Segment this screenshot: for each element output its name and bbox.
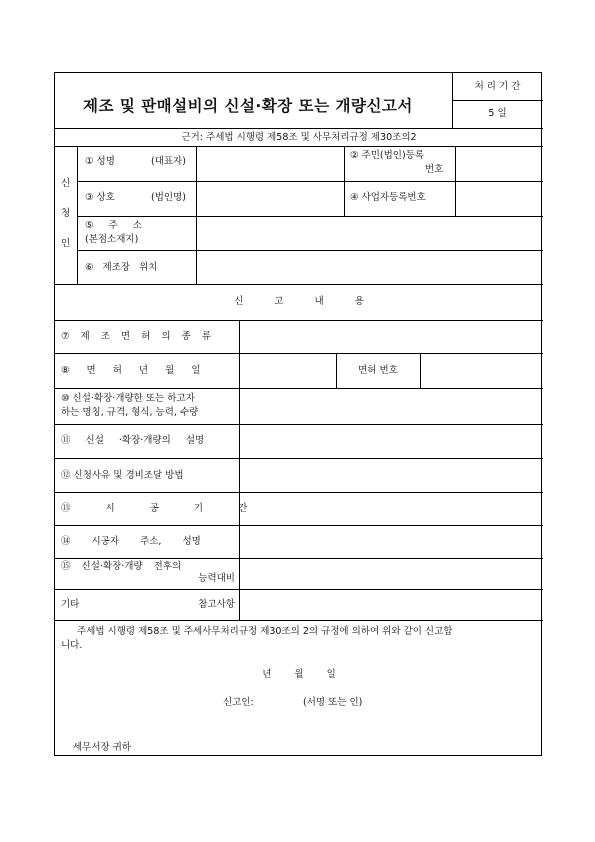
license-number-field[interactable] — [420, 353, 543, 388]
license-type-field[interactable] — [239, 320, 543, 353]
reason-field[interactable] — [239, 458, 543, 492]
statement-text-cont: 니다. — [61, 640, 83, 651]
form-title: 제조 및 판매설비의 신설·확장 또는 개량신고서 — [83, 97, 413, 115]
applicant-section-char: 청 — [61, 208, 71, 219]
name-field[interactable] — [196, 146, 344, 181]
applicant-signature-label: 신고인: — [223, 697, 254, 708]
etc-field[interactable] — [239, 589, 543, 620]
registration-label-number: 번호 — [425, 164, 444, 175]
applicant-section-char: 신 — [61, 178, 71, 189]
capacity-field[interactable] — [239, 558, 543, 589]
business-registration-field[interactable] — [455, 181, 543, 216]
period-field[interactable] — [239, 492, 543, 525]
description-field[interactable] — [239, 424, 543, 458]
processing-period-label: 처 리 기 간 — [474, 81, 521, 92]
name-sub-label: (대표자) — [151, 156, 186, 167]
date-line: 년 월 일 — [262, 669, 336, 680]
registration-number-field[interactable] — [455, 146, 543, 181]
company-field[interactable] — [196, 181, 344, 216]
contractor-label: ⑭ 시공자 주소, 성명 — [61, 536, 201, 547]
license-date-field[interactable] — [239, 353, 336, 388]
addressee: 세무서장 귀하 — [73, 742, 132, 753]
facility-field[interactable] — [239, 388, 543, 424]
etc-label-note: 참고사항 — [198, 599, 235, 610]
period-label: ⑬ 시 공 기 간 — [61, 503, 248, 514]
license-date-label: ⑧ 면 허 년 월 일 — [61, 365, 201, 376]
company-sub-label: (법인명) — [151, 192, 186, 203]
report-content-header: 신 고 내 용 — [234, 296, 364, 307]
etc-label: 기타 — [61, 599, 80, 610]
factory-location-label: ⑥ 제조장 위치 — [85, 262, 158, 273]
address-label: ⑤ 주 소 — [85, 220, 148, 231]
processing-period-value: 5 일 — [488, 108, 507, 119]
capacity-label: ⑮ 신설·확장·개량 전후의 — [61, 561, 182, 572]
address-field[interactable] — [196, 216, 543, 250]
applicant-signature-field[interactable] — [261, 693, 301, 711]
name-label: ① 성명 — [85, 156, 115, 167]
business-registration-label: ④ 사업자등록번호 — [350, 192, 426, 203]
signature-note: (서명 또는 인) — [303, 697, 363, 708]
facility-label-cont: 하는 명칭, 규격, 형식, 능력, 수량 — [61, 407, 199, 418]
description-label: ⑪ 신설 ·확장·개량의 설명 — [61, 435, 205, 446]
address-sub-label: (본점소재지) — [85, 234, 139, 245]
license-type-label: ⑦ 제 조 면 허 의 종 류 — [61, 331, 211, 342]
statement-text: 주세법 시행령 제58조 및 주세사무처리규정 제30조의 2의 규정에 의하여 위와 같이 신고합 — [77, 626, 453, 637]
applicant-section-char: 인 — [61, 238, 71, 249]
facility-label: ⑩ 신설·확장·개량한 또는 하고자 — [61, 393, 195, 404]
contractor-field[interactable] — [239, 525, 543, 558]
company-label: ③ 상호 — [85, 192, 115, 203]
registration-label: ② 주민(법인)등록 — [350, 150, 425, 161]
factory-location-field[interactable] — [196, 250, 543, 284]
capacity-label-cont: 능력대비 — [198, 573, 235, 584]
reason-label: ⑫ 신청사유 및 경비조달 방법 — [61, 470, 184, 481]
license-number-label: 면허 번호 — [358, 365, 398, 376]
report-form — [54, 72, 542, 756]
legal-basis: 근거: 주세법 시행령 제58조 및 사무처리규정 제30조의2 — [181, 132, 417, 143]
